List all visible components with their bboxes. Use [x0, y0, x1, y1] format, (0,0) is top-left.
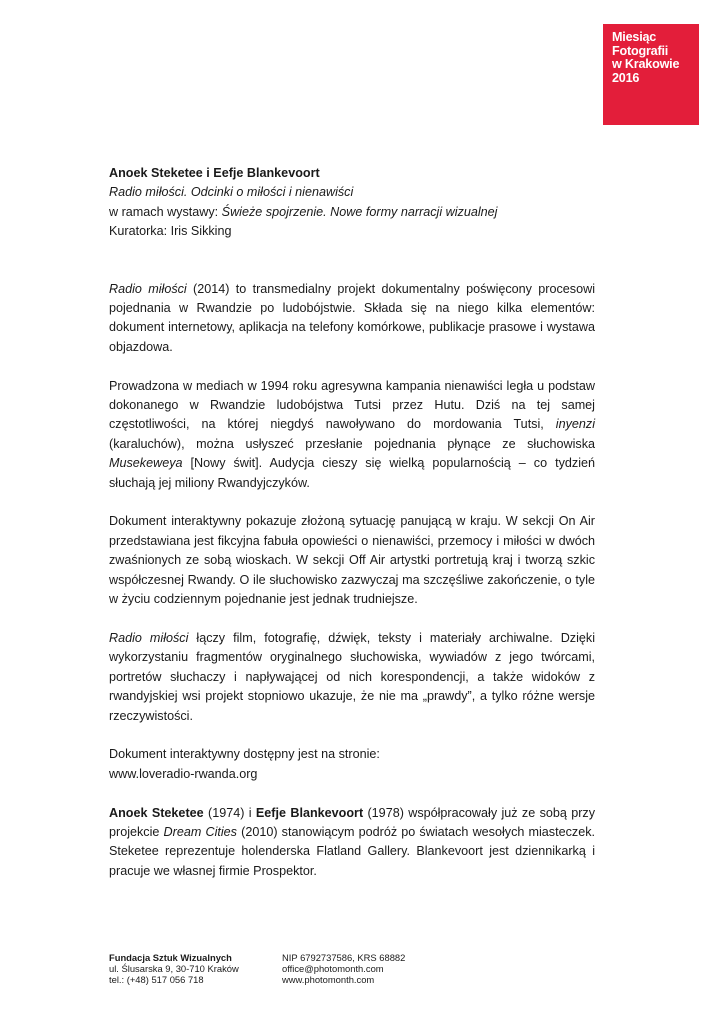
- footer-email[interactable]: office@photomonth.com: [282, 963, 384, 974]
- website-url[interactable]: www.loveradio-rwanda.org: [109, 766, 258, 781]
- paragraph-artists: [109, 804, 595, 882]
- footer-org: Fundacja Sztuk Wizualnych: [109, 952, 232, 963]
- artists-text-c: (2010) stanowiącym podróż po światach wesołych miasteczek. Steketee reprezentuje holenderska Flatland Gallery. Blankevoort jest dziennikarką i pracuje we własnej firmie Prospektor.: [109, 824, 595, 878]
- website-intro: Dokument interaktywny dostępny jest na stronie:: [109, 747, 380, 762]
- artists-text-a: (1974) i: [203, 805, 256, 820]
- intro-text: (2014) to transmedialny projekt dokumentalny poświęcony procesowi pojednania w Rwandzie po ludobójstwie. Składa się na niego kilka elementów: dokument internetowy, aplikacja na telefony komórkowe, publikacje prasowe i wystawa objazdowa.: [109, 281, 595, 354]
- media-text: łączy film, fotografię, dźwięk, teksty i materiały archiwalne. Dzięki wykorzystaniu fragmentów oryginalnego słuchowiska, wywiadów z jego twórcami, portretów słuchaczy i napływającej od nich korespondencji, a także widoków z rwandyjskiej wsi projekt stopniowo ukazuje, że nie ma „prawdy”, a tylko różne wersje rzeczywistości.: [109, 630, 595, 723]
- media-title: Radio miłości: [109, 630, 189, 645]
- history-text-c: [Nowy świt]. Audycja cieszy się wielką popularnością – co tydzień słuchają jej miliony Rwandyjczyków.: [109, 456, 595, 490]
- footer-phone: tel.: (+48) 517 056 718: [109, 974, 204, 985]
- logo-line-3: w Krakowie: [612, 57, 680, 72]
- festival-logo: [603, 24, 699, 125]
- logo-line-1: Miesiąc: [612, 30, 657, 44]
- history-inyenzi: inyenzi: [555, 417, 595, 432]
- history-text-a: Prowadzona w mediach w 1994 roku agresywna kampania nienawiści legła u podstaw dokonanego w Rwandzie ludobójstwa Tutsi przez Hutu. Dziś na tej samej częstotliwości, na której niegdyś nawoływano do mordowania Tutsi,: [109, 378, 595, 432]
- paragraph-history: [109, 377, 595, 493]
- logo-line-4: 2016: [612, 70, 640, 85]
- footer-nip: NIP 6792737586, KRS 68882: [282, 952, 406, 963]
- footer-left: [109, 952, 239, 985]
- artists-text-b: (1978) współpracowały już ze sobą przy projekcie: [109, 805, 596, 839]
- history-musekeweya: Musekeweya: [109, 456, 183, 471]
- logo-line-2: Fotografii: [612, 43, 669, 58]
- footer-right: [282, 952, 405, 985]
- paragraph-interactive: Dokument interaktywny pokazuje złożoną sytuację panującą w kraju. W sekcji On Air przedstawiana jest fikcyjna fabuła opowieści o nienawiści, przemocy i miłości w dwóch zwaśnionych ze sobą wioskach. W sekcji Off Air artystki portretują kraj i tworzą szkic współczesnej Rwandy. O ile słuchowisko zazwyczaj ma szczęśliwe zakończenie, o tyle w życiu codziennym pojednanie jest jednak trudniejsze.: [109, 514, 595, 607]
- exhibition-prefix: w ramach wystawy:: [109, 204, 222, 219]
- footer-web[interactable]: www.photomonth.com: [282, 974, 375, 985]
- paragraph-website: [109, 745, 595, 784]
- intro-title: Radio miłości: [109, 281, 187, 296]
- footer-address: ul. Ślusarska 9, 30-710 Kraków: [109, 963, 239, 974]
- artists-heading: Anoek Steketee i Eefje Blankevoort: [109, 166, 320, 180]
- project-title: Radio miłości. Odcinki o miłości i nienawiści: [109, 185, 354, 200]
- document-body: [109, 164, 595, 901]
- artist-name-1: Anoek Steketee: [109, 805, 204, 820]
- curator-line: Kuratorka: Iris Sikking: [109, 224, 232, 239]
- header-block: [109, 164, 595, 242]
- exhibition-name: Świeże spojrzenie. Nowe formy narracji wizualnej: [221, 204, 498, 219]
- artists-project: Dream Cities: [163, 824, 237, 839]
- artist-name-2: Eefje Blankevoort: [255, 805, 364, 820]
- paragraph-intro: [109, 280, 595, 358]
- history-text-b: (karaluchów), można usłyszeć przesłanie pojednania płynące ze słuchowiska: [109, 436, 595, 451]
- paragraph-media: [109, 629, 595, 726]
- exhibition-line: [109, 203, 595, 222]
